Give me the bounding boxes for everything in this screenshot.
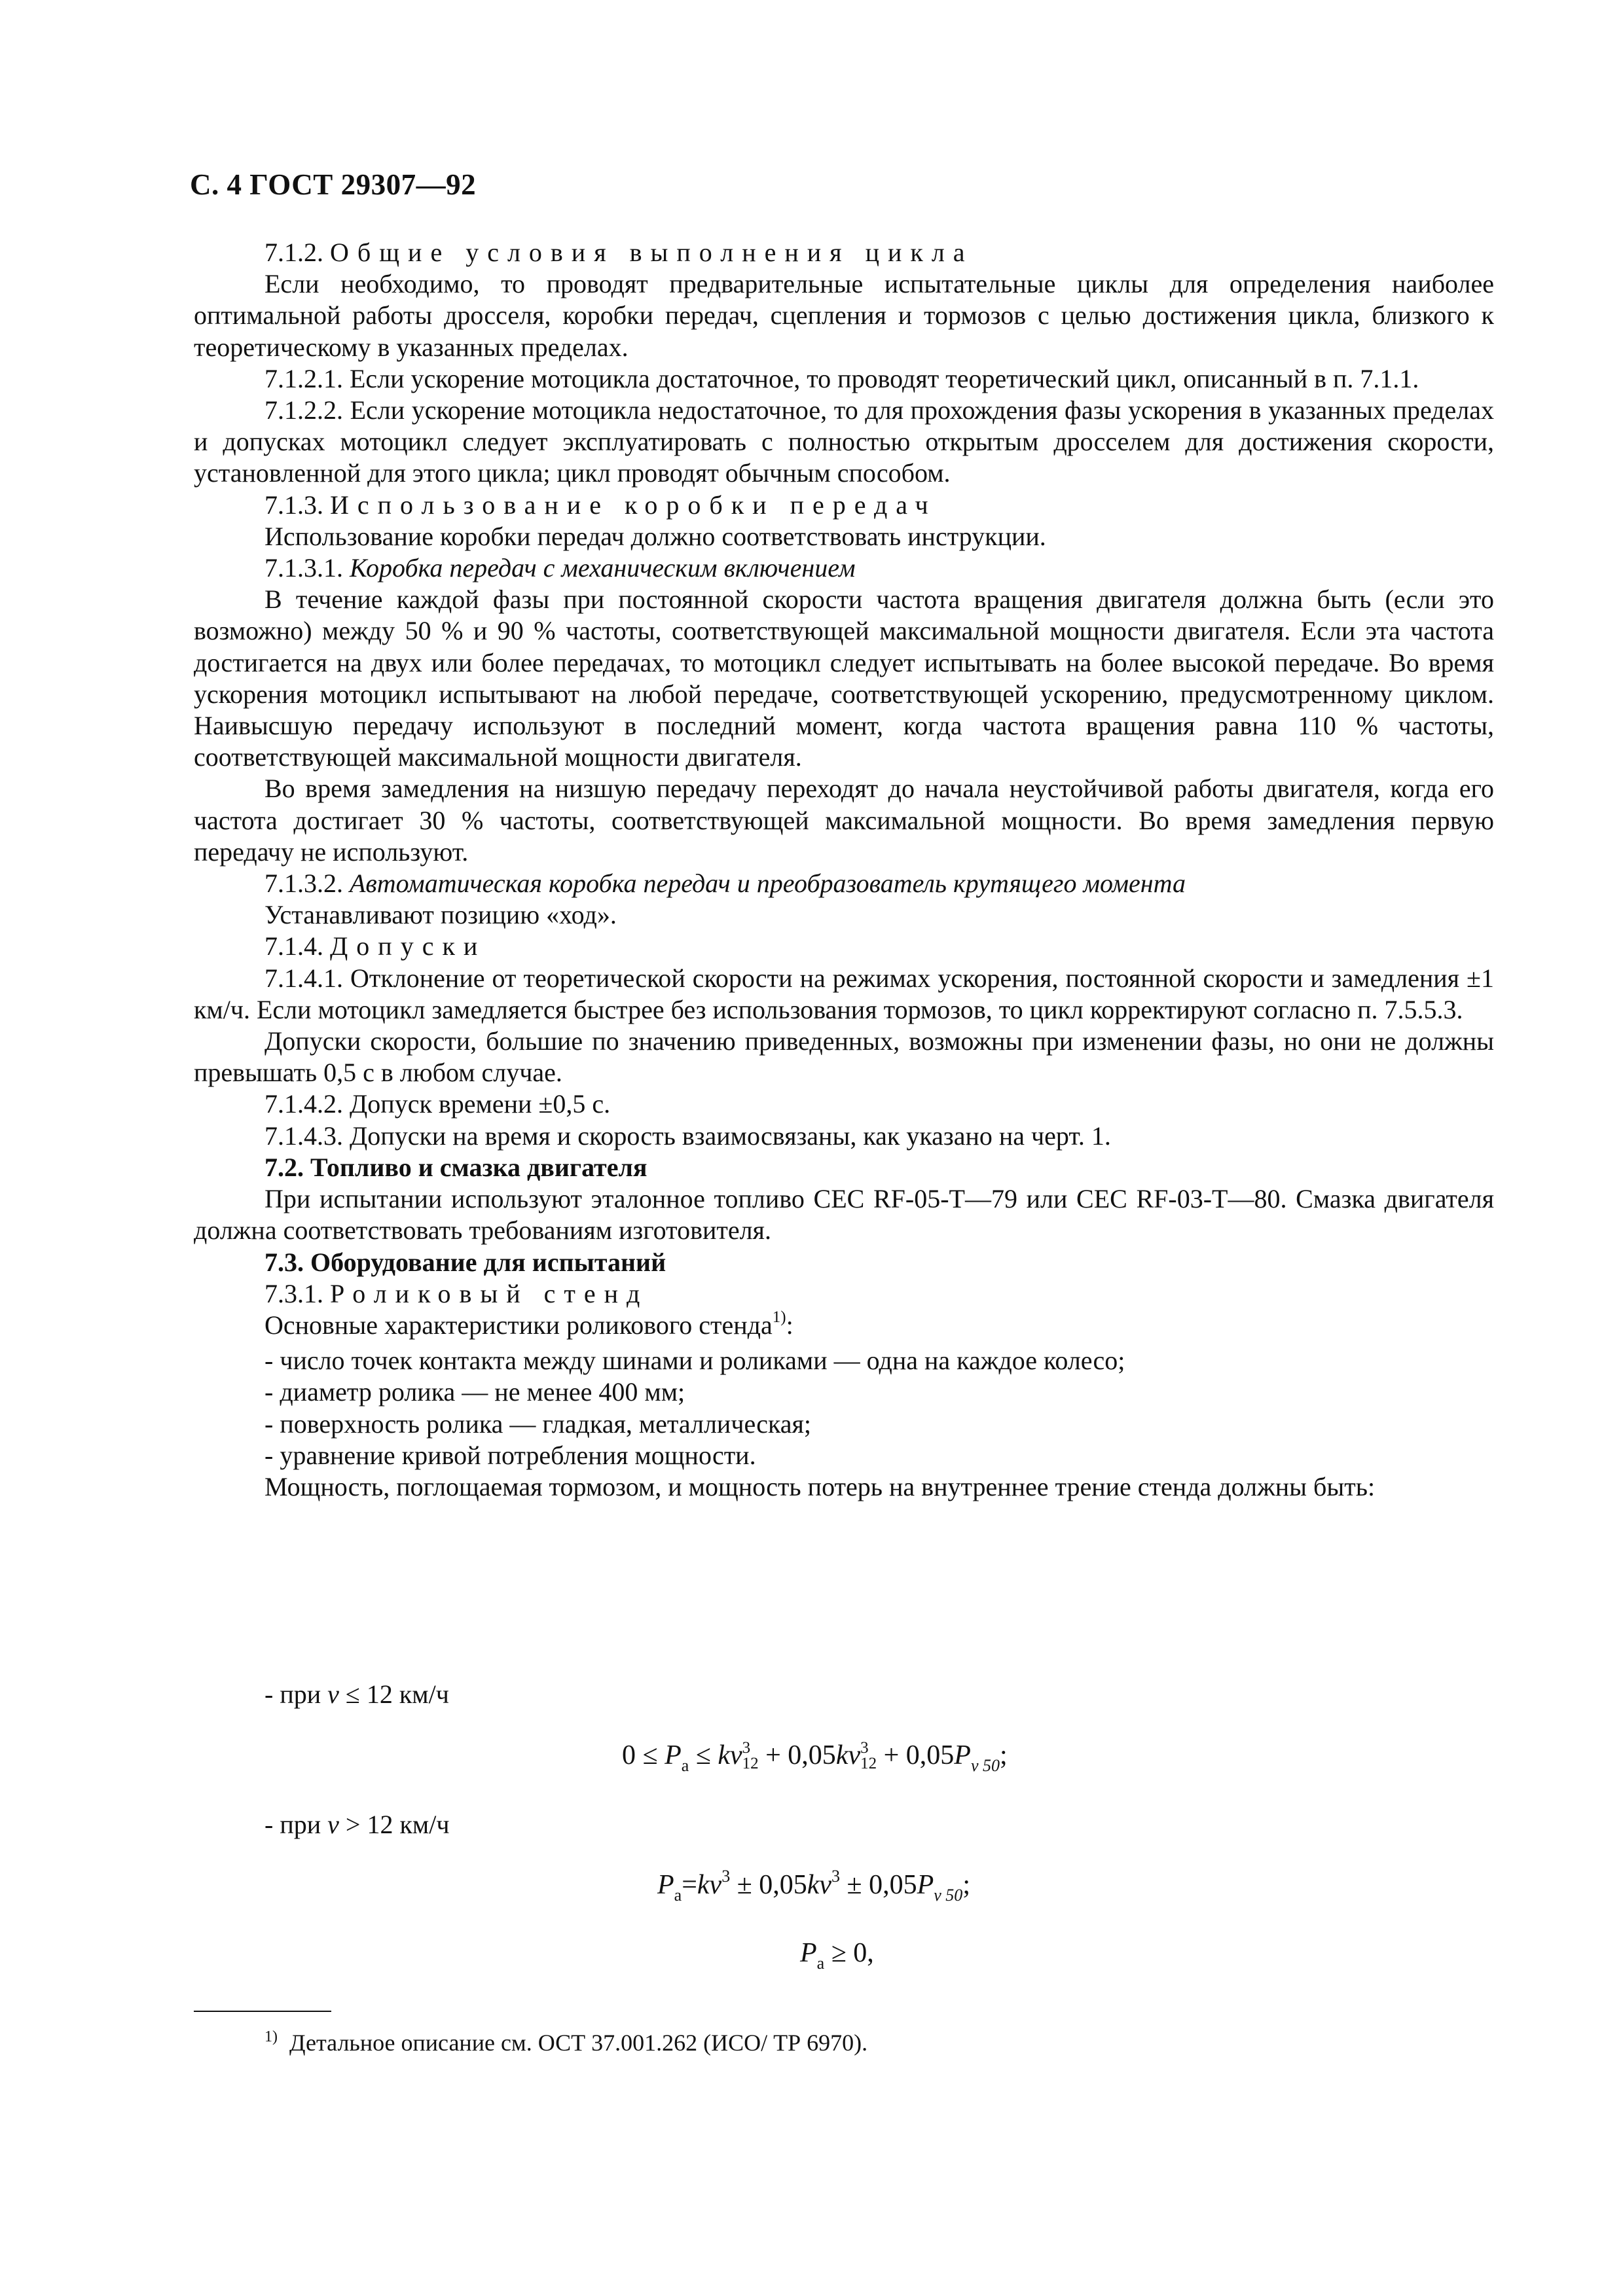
footnote: $^{1)}$ Детальное описание см. ОСТ 37.001.262 (ИСО/ ТР 6970). (264, 2028, 868, 2056)
formula-high-speed: $P_a=kv^3 \pm 0,05kv^3 \pm 0,05P_{v 50}$; (657, 1867, 970, 1905)
section-7-3-1-intro: Основные характеристики роликового стенда$^{1)}$: (264, 1308, 793, 1340)
section-7-1-2-2: 7.1.2.2. Если ускорение мотоцикла недостаточное, то для прохождения фазы ускорения в указанных пределах и допусках мотоцикл следует эксплуатировать с полностью открытым дросселем для достижения скорости, установленной для этого цикла; цикл проводят обычным способом. (194, 395, 1494, 488)
list-item: - диаметр ролика — не менее 400 мм; (264, 1377, 685, 1407)
list-item: - число точек контакта между шинами и роликами — одна на каждое колесо; (264, 1346, 1125, 1376)
section-7-3-heading: 7.3. Оборудование для испытаний (264, 1247, 666, 1277)
section-7-1-3-1-text-2: Во время замедления на низшую передачу переходят до начала неустойчивой работы двигателя, когда его частота достигает 30 % частоты, соответствующей максимальной мощности. Во время замедления первую передачу не используют. (194, 774, 1494, 867)
section-7-1-3-heading: 7.1.3. Использование коробки передач (264, 490, 937, 520)
section-7-1-3-text: Использование коробки передач должно соответствовать инструкции. (264, 521, 1046, 551)
body-text (194, 237, 1494, 1503)
page-header: С. 4 ГОСТ 29307—92 (190, 168, 477, 201)
section-7-3-1-heading: 7.3.1. Роликовый стенд (264, 1278, 649, 1308)
section-7-1-4-2: 7.1.4.2. Допуск времени ±0,5 с. (264, 1089, 611, 1119)
formula-low-speed: $0 \le P_a$ ≤ kv 3 12 + 0,05kv 3 12 + $0,05P_{v 50}$; (622, 1739, 1008, 1775)
section-7-1-2-text: Если необходимо, то проводят предварительные испытательные циклы для определения наиболее оптимальной работы дросселя, коробки передач, сцепления и тормозов с целью достижения цикла, близкого к теоретическому в указанных пределах. (194, 269, 1494, 362)
section-7-1-3-1-text-1: В течение каждой фазы при постоянной скорости частота вращения двигателя должна быть (если это возможно) между 50 % и 90 % частоты, соответствующей максимальной мощности двигателя. Если эта частота достигается на двух или более передачах, то мотоцикл следует испытывать на более высокой передаче. Во время ускорения мотоцикл испытывают на любой передаче, соответствующей ускорению, предусмотренному циклом. Наивысшую передачу используют в последний момент, когда частота вращения равна 110 % частоты, соответствующей максимальной мощности двигателя. (194, 584, 1494, 772)
section-7-1-4-3: 7.1.4.3. Допуски на время и скорость взаимосвязаны, как указано на черт. 1. (264, 1121, 1111, 1151)
formula-nonnegative: $P_a \ge 0$, (800, 1938, 874, 1973)
section-7-2-heading: 7.2. Топливо и смазка двигателя (264, 1152, 647, 1182)
section-7-1-4-1: 7.1.4.1. Отклонение от теоретической скорости на режимах ускорения, постоянной скорости и замедления ±1 км/ч. Если мотоцикл замедляется быстрее без использования тормозов, то цикл корректируют согласно п. 7.5.5.3. (194, 963, 1494, 1024)
section-7-1-3-2-text: Устанавливают позицию «ход». (264, 900, 617, 930)
footnote-divider (194, 2011, 331, 2012)
section-7-1-3-2-heading: 7.1.3.2. Автоматическая коробка передач и преобразователь крутящего момента (264, 869, 1186, 899)
condition-high-speed: - при v > 12 км/ч (264, 1810, 450, 1839)
section-7-1-4-heading: 7.1.4. Допуски (264, 931, 486, 961)
section-7-2-text: При испытании используют эталонное топливо CEC RF-05-T—79 или CEC RF-03-T—80. Смазка двигателя должна соответствовать требованиям изготовителя. (194, 1184, 1494, 1246)
power-requirement-text: Мощность, поглощаемая тормозом, и мощность потерь на внутреннее трение стенда должны быть: (264, 1471, 1376, 1501)
condition-low-speed: - при v ≤ 12 км/ч (264, 1679, 449, 1709)
section-7-1-4-1-b: Допуски скорости, большие по значению приведенных, возможны при изменении фазы, но они не должны превышать 0,5 с в любом случае. (194, 1026, 1494, 1088)
section-7-1-2-heading: 7.1.2. Общие условия выполнения цикла (264, 238, 974, 267)
list-item: - уравнение кривой потребления мощности. (264, 1440, 756, 1470)
section-7-1-2-1: 7.1.2.1. Если ускорение мотоцикла достаточное, то проводят теоретический цикл, описанный в п. 7.1.1. (264, 363, 1419, 393)
section-7-1-3-1-heading: 7.1.3.1. Коробка передач с механическим включением (264, 553, 856, 583)
footnote-ref: 1) (772, 1308, 786, 1326)
list-item: - поверхность ролика — гладкая, металлическая; (264, 1408, 812, 1439)
